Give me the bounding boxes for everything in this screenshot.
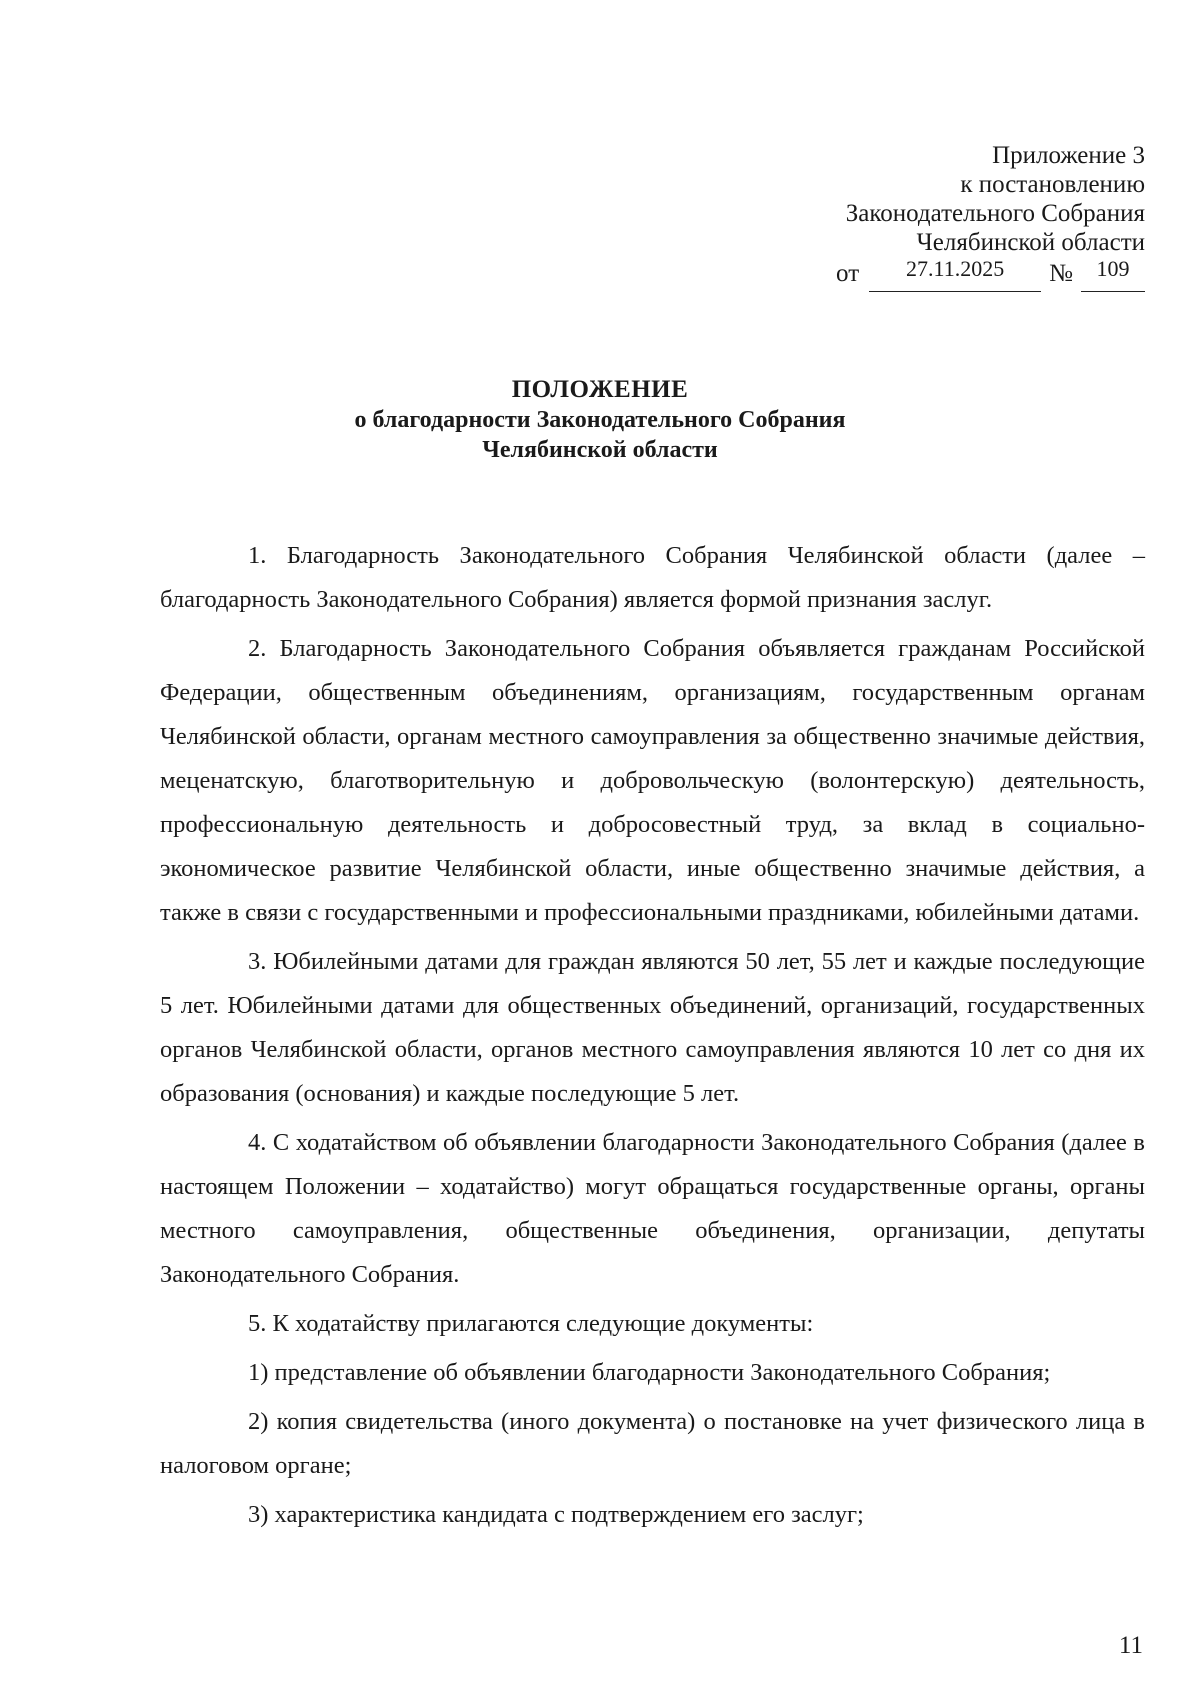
- appendix-header: [846, 141, 1145, 257]
- document-title: ПОЛОЖЕНИЕ: [511, 376, 689, 403]
- paragraph-5: 5. К ходатайству прилагаются следующие документы:: [248, 1310, 814, 1337]
- resolution-date: 27.11.2025: [869, 257, 1041, 292]
- resolution-date-line: [836, 252, 1145, 292]
- paragraph-4: 4. С ходатайством об объявлении благодарности Законодательного Собрания (далее в настоящем Положении – ходатайство) могут обращаться государственные органы, органы местного самоуправления, общественные объединения, организации, депутаты Законодательного Собрания.: [160, 1129, 1145, 1288]
- appendix-line-4: Челябинской области: [916, 229, 1145, 256]
- page-number: 11: [1118, 1632, 1143, 1659]
- appendix-line-1: Приложение 3: [992, 142, 1145, 169]
- document-heading: [0, 375, 1200, 465]
- date-prefix: от: [836, 260, 860, 287]
- list-item-1: 1) представление об объявлении благодарности Законодательного Собрания;: [248, 1359, 1051, 1386]
- paragraph-1: 1. Благодарность Законодательного Собрания Челябинской области (далее – благодарность Законодательного Собрания) является формой признания заслуг.: [160, 542, 1145, 613]
- appendix-line-2: к постановлению: [960, 171, 1145, 198]
- appendix-line-3: Законодательного Собрания: [845, 200, 1145, 227]
- number-prefix: №: [1049, 260, 1073, 287]
- list-item-3: 3) характеристика кандидата с подтверждением его заслуг;: [248, 1501, 864, 1528]
- document-subtitle-2: Челябинской области: [482, 437, 718, 463]
- resolution-number: 109: [1081, 257, 1145, 292]
- document-body: [160, 534, 1145, 1542]
- list-item-2: 2) копия свидетельства (иного документа) о постановке на учет физического лица в налоговом органе;: [160, 1408, 1145, 1479]
- paragraph-3: 3. Юбилейными датами для граждан являются 50 лет, 55 лет и каждые последующие 5 лет. Юбилейными датами для общественных объединений, организаций, государственных органов Челябинской области, органов местного самоуправления являются 10 лет со дня их образования (основания) и каждые последующие 5 лет.: [160, 948, 1145, 1107]
- document-subtitle-1: о благодарности Законодательного Собрания: [354, 407, 846, 433]
- paragraph-2: 2. Благодарность Законодательного Собрания объявляется гражданам Российской Федерации, общественным объединениям, организациям, государственным органам Челябинской области, органам местного самоуправления за общественно значимые действия, меценатскую, благотворительную и добровольческую (волонтерскую) деятельность, профессиональную деятельность и добросовестный труд, за вклад в социально-экономическое развитие Челябинской области, иные общественно значимые действия, а также в связи с государственными и профессиональными праздниками, юбилейными датами.: [160, 635, 1145, 926]
